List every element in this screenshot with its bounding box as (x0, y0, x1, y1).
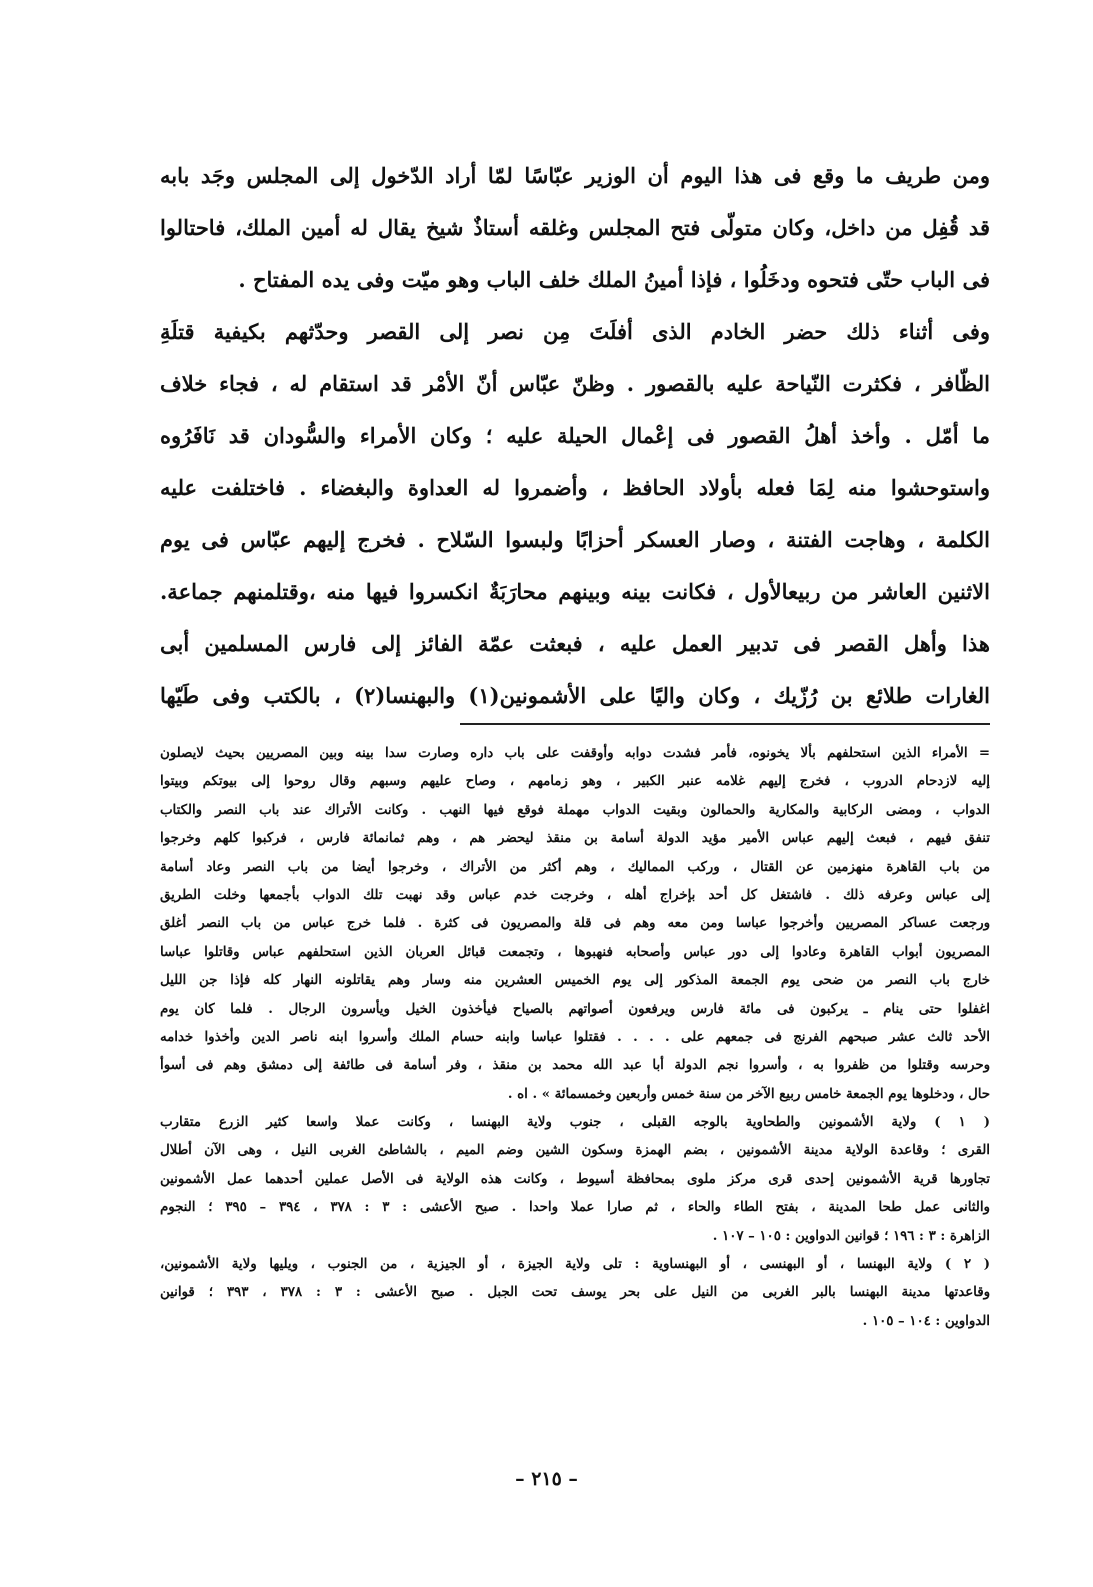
footnote-line: الأحد ثالث عشر صبحهم الفرنج فى جمعهم على . . . . فقتلوا عباسا وابنه حسام الملك وأسروا ابنه ناصر الدين وأخذوا خدامه (160, 1029, 990, 1045)
footnote-line: إليه لازدحام الدروب ، فخرج إليهم غلامه عنبر الكبير ، وهو زمامهم ، وصاح عليهم وسبهم وقال روحوا إلى بيوتكم وبيتوا (160, 774, 990, 790)
main-text (160, 150, 990, 722)
footnote-line: من باب القاهرة منهزمين عن القتال ، وركب المماليك ، وهم أكثر من الأتراك ، وخرجوا أيضا من باب النصر وعاد أسامة (160, 859, 990, 875)
footnote-line: الدواب ، ومضى الركابية والمكارية والحمالون وبقيت الدواب مهملة فوقع فيها النهب . وكانت الأتراك عند باب النصر والكتاب (160, 802, 990, 818)
footnote-1-line: ( ١ ) ولاية الأشمونين والطحاوية بالوجه القبلى ، جنوب ولاية البهنسا ، وكانت عملا واسعا كثير الزرع متقارب (160, 1115, 990, 1131)
footnote-line: اغفلوا حتى ينام ـ يركبون فى مائة فارس ويرفعون أصواتهم بالصياح فيأخذون الخيل ويأسرون الرجال . فلما كان يوم (160, 1001, 990, 1017)
main-line: الظّافر ، فكثرت النّياحة عليه بالقصور . وظنّ عبّاس أنّ الأمْر قد استقام له ، فجاء خلاف (160, 371, 990, 396)
main-line: الاثنين العاشر من ربيعالأول ، فكانت بينه وبينهم محارَبَةٌ انكسروا فيها منه ،وقتلمنهم جماعة. (160, 579, 990, 604)
main-line: الكلمة ، وهاجت الفتنة ، وصار العسكر أحزابًا ولبسوا السّلاح . فخرج إليهم عبّاس فى يوم (160, 527, 990, 552)
footnote-line: المصريون أبواب القاهرة وعادوا إلى دور عباس وأصحابه فنهبوها ، وتجمعت قبائل العربان الذين استحلفهم عباس وقاتلوا عباسا (160, 944, 990, 960)
main-line: الغارات طلائع بن رُزّيك ، وكان واليًا على الأشمونين(١) والبهنسا(٢) ، بالكتب وفى طَيّها (160, 683, 991, 708)
footnote-line: خارج باب النصر من ضحى يوم الجمعة المذكور إلى يوم الخميس العشرين منه وسار وهم يقاتلونه النهار كله فإذا جن الليل (160, 973, 990, 989)
main-line: واستوحشوا منه لِمَا فعله بأولاد الحافظ ، وأضمروا له العداوة والبغضاء . فاختلفت عليه (160, 475, 990, 500)
main-line: قد قُفِل من داخل، وكان متولّى فتح المجلس وغلقه أستاذٌ شيخ يقال له أمين الملك، فاحتالوا (160, 215, 990, 240)
main-line: هذا وأهل القصر فى تدبير العمل عليه ، فبعثت عمّة الفائز إلى فارس المسلمين أبى (160, 631, 990, 656)
footnote-1-line: والثانى عمل طحا المدينة ، بفتح الطاء والحاء ، ثم صارا عملا واحدا . صبح الأعشى : ٣ : ٣٧٨ ، ٣٩٤ – ٣٩٥ ؛ النجوم (160, 1200, 990, 1216)
page-number: – ٢١٥ – (515, 1468, 578, 1490)
main-line: ومن طريف ما وقع فى هذا اليوم أن الوزير عبّاسًا لمّا أراد الدّخول إلى المجلس وجَد بابه (160, 163, 990, 188)
footnote-line: وحرسه وقتلوا من ظفروا به ، وأسروا نجم الدولة أبا عبد الله محمد بن منقذ ، وفر أسامة فى طائفة إلى دمشق وهم فى أسوأ (160, 1058, 990, 1074)
footnotes (160, 740, 990, 1336)
footnote-2-line: الدواوين : ١٠٤ – ١٠٥ . (862, 1313, 990, 1329)
footnote-2-line: ( ٢ ) ولاية البهنسا ، أو البهنسى ، أو البهنساوية : تلى ولاية الجيزة ، أو الجيزية ، من الجنوب ، ويليها ولاية الأشمونين، (160, 1257, 990, 1273)
footnote-line: إلى عباس وعرفه ذلك . فاشتغل كل أحد بإخراج أهله ، وخرجت خدم عباس وقد نهبت تلك الدواب بأجمعها وخلت الطريق (160, 887, 990, 903)
footnote-line: = الأمراء الذين استحلفهم بألا يخونوه، فأمر فشدت دوابه وأوقفت على باب داره وصارت سدا بينه وبين المصريين بحيث لايصلون (160, 746, 990, 761)
main-line: وفى أثناء ذلك حضر الخادم الذى أفلَتَ مِن نصر إلى القصر وحدّثهم بكيفية قتلَةِ (160, 319, 990, 344)
main-line: فى الباب حتّى فتحوه ودخَلُوا ، فإذا أمينُ الملك خلف الباب وهو ميّت وفى يده المفتاح . (238, 267, 990, 292)
footnote-separator (460, 723, 990, 725)
main-line: ما أمّل . وأخذ أهلُ القصور فى إعْمال الحيلة عليه ؛ وكان الأمراء والسُّودان قد نَافَرُوه (160, 423, 990, 448)
footnote-2-line: وقاعدتها مدينة البهنسا بالبر الغربى من النيل على بحر يوسف تحت الجبل . صبح الأعشى : ٣ : ٣٧٨ ، ٣٩٣ ؛ قوانين (160, 1285, 990, 1301)
footnote-line: ورجعت عساكر المصريين وأخرجوا عباسا ومن معه وهم فى قلة والمصريون فى كثرة . فلما خرج عباس من باب النصر أغلق (160, 916, 990, 932)
footnote-line: تنفق فيهم ، فبعث إليهم عباس الأمير مؤيد الدولة أسامة بن منقذ ليحضر هم ، وهم ثمانمائة فارس ، فركبوا كلهم وخرجوا (160, 831, 990, 847)
footnote-1-line: الزاهرة : ٣ : ١٩٦ ؛ قوانين الدواوين : ١٠٥ – ١٠٧ . (712, 1228, 990, 1244)
footnote-1-line: القرى ؛ وقاعدة الولاية مدينة الأشمونين ، بضم الهمزة وسكون الشين وضم الميم ، بالشاطئ الغربى النيل ، وهى الآن أطلال (160, 1143, 990, 1159)
footnote-1-line: تجاورها قرية الأشمونين إحدى قرى مركز ملوى بمحافظة أسيوط ، وكانت هذه الولاية فى الأصل عملين أحدهما عمل الأشمونين (160, 1171, 990, 1187)
footnote-line: حال ، ودخلوها يوم الجمعة خامس ربيع الآخر من سنة خمس وأربعين وخمسمائة » . اه . (507, 1086, 990, 1102)
